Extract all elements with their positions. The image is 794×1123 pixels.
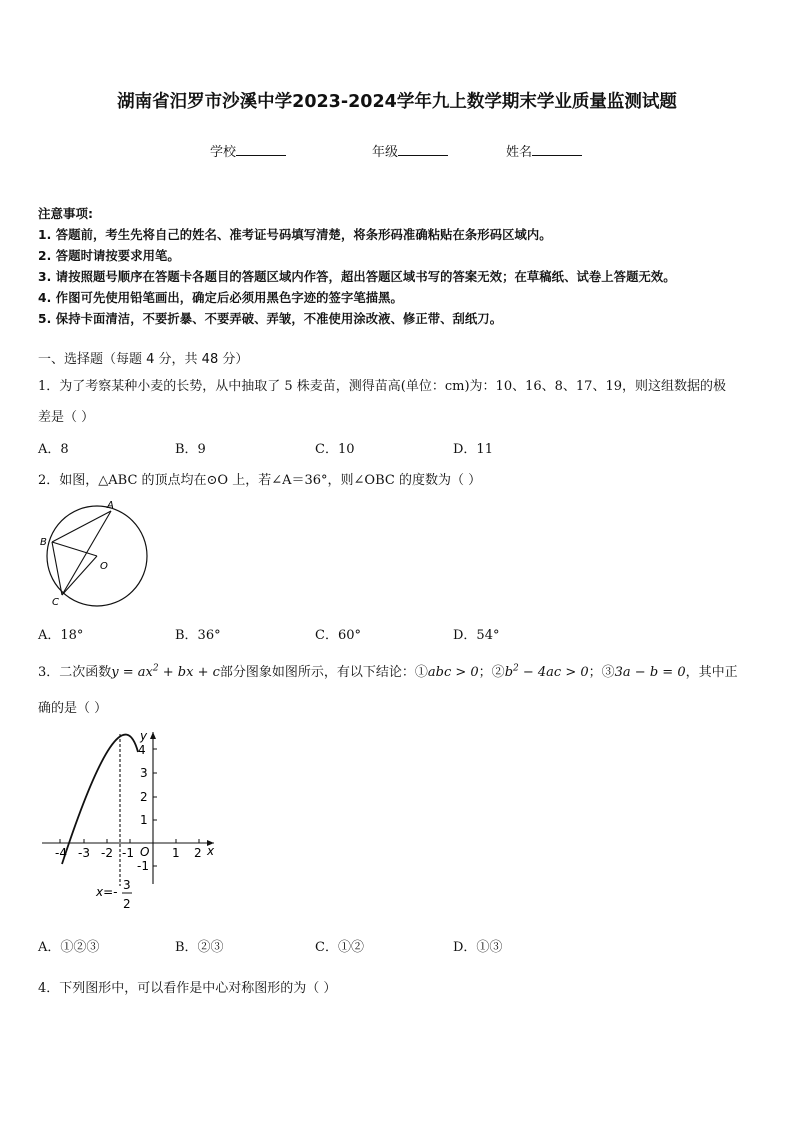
name-field bbox=[506, 141, 582, 160]
q2-option-b: B．36° bbox=[175, 628, 221, 643]
segment-bc bbox=[52, 542, 62, 595]
symmetry-label: x=- bbox=[96, 885, 118, 899]
notice-heading: 注意事项: bbox=[38, 206, 93, 221]
parabola-curve bbox=[62, 735, 138, 864]
y-tick-label: 3 bbox=[140, 766, 148, 780]
name-label: 姓名 bbox=[506, 145, 533, 160]
q3-line1: 3．二次函数$y = ax^2$ + bx + c部分图象如图所示，有以下结论：①abc > 0；$②b^2 - 4ac > 0$；③3a − b = 0，其中正 bbox=[38, 663, 738, 680]
q2-option-c: C．60° bbox=[315, 628, 361, 643]
segment-oc bbox=[62, 556, 97, 595]
grade-field bbox=[372, 141, 448, 160]
x-tick-label: -1 bbox=[122, 846, 134, 860]
q1-option-d: D．11 bbox=[453, 442, 493, 457]
q4-text: 4．下列图形中，可以看作是中心对称图形的为（ ） bbox=[38, 981, 337, 996]
q3-parabola-graph bbox=[36, 724, 226, 916]
q3-option-b: B．②③ bbox=[175, 940, 224, 955]
x-tick-label: 1 bbox=[172, 846, 180, 860]
y-axis-arrow bbox=[150, 732, 156, 739]
q1-line2: 差是（ ） bbox=[38, 410, 95, 425]
notice-item: 5. 保持卡面清洁，不要折暴、不要弄破、弄皱，不准使用涂改液、修正带、刮纸刀。 bbox=[38, 312, 503, 326]
q1-option-a: A．8 bbox=[38, 442, 69, 457]
y-tick-label: 2 bbox=[140, 790, 148, 804]
fraction-denominator: 2 bbox=[123, 897, 131, 911]
q1-option-b: B．9 bbox=[175, 442, 206, 457]
page-title: 湖南省汨罗市沙溪中学2023-2024学年九上数学期末学业质量监测试题 bbox=[117, 92, 677, 112]
notice-item: 2. 答题时请按要求用笔。 bbox=[38, 249, 180, 263]
q2-text: 2．如图，△ABC 的顶点均在⊙O 上，若∠A＝36°，则∠OBC 的度数为（ ） bbox=[38, 473, 482, 488]
name-blank bbox=[532, 143, 582, 156]
y-tick-label: 4 bbox=[138, 743, 146, 757]
school-blank bbox=[236, 143, 286, 156]
x-tick-label: -4 bbox=[55, 846, 67, 860]
label-a: A bbox=[107, 500, 114, 511]
q3-option-a: A．①②③ bbox=[38, 940, 100, 955]
x-tick-label: 2 bbox=[194, 846, 202, 860]
label-b: B bbox=[40, 537, 47, 548]
y-axis-label: y bbox=[140, 729, 148, 743]
section-heading: 一、选择题（每题 4 分，共 48 分） bbox=[38, 352, 249, 367]
school-label: 学校 bbox=[210, 145, 237, 160]
school-field bbox=[210, 141, 286, 160]
grade-label: 年级 bbox=[372, 145, 399, 160]
origin-label: O bbox=[140, 845, 150, 859]
x-tick-label: -2 bbox=[101, 846, 113, 860]
y-tick-label: -1 bbox=[137, 859, 149, 873]
grade-blank bbox=[398, 143, 448, 156]
q2-circle-figure bbox=[36, 496, 156, 614]
q3-line2: 确的是（ ） bbox=[38, 701, 108, 716]
notice-item: 4. 作图可先使用铅笔画出，确定后必须用黑色字迹的签字笔描黑。 bbox=[38, 291, 403, 305]
q3-option-d: D．①③ bbox=[453, 940, 503, 955]
label-o: O bbox=[100, 561, 108, 572]
label-c: C bbox=[52, 597, 59, 608]
x-axis-label: x bbox=[207, 844, 215, 858]
q2-option-a: A．18° bbox=[38, 628, 84, 643]
q1-option-c: C．10 bbox=[315, 442, 355, 457]
y-tick-label: 1 bbox=[140, 813, 148, 827]
q3-option-c: C．①② bbox=[315, 940, 364, 955]
segment-ob bbox=[52, 542, 97, 556]
notice-item: 1. 答题前，考生先将自己的姓名、准考证号码填写清楚，将条形码准确粘贴在条形码区域内。 bbox=[38, 228, 552, 242]
q1-line1: 1．为了考察某种小麦的长势，从中抽取了 5 株麦苗，测得苗高(单位：cm)为：10、16、8、17、19，则这组数据的极 bbox=[38, 379, 726, 394]
notice-item: 3. 请按照题号顺序在答题卡各题目的答题区域内作答，超出答题区域书写的答案无效；在草稿纸、试卷上答题无效。 bbox=[38, 270, 676, 284]
x-tick-label: -3 bbox=[78, 846, 90, 860]
q2-option-d: D．54° bbox=[453, 628, 500, 643]
fraction-numerator: 3 bbox=[123, 878, 131, 892]
